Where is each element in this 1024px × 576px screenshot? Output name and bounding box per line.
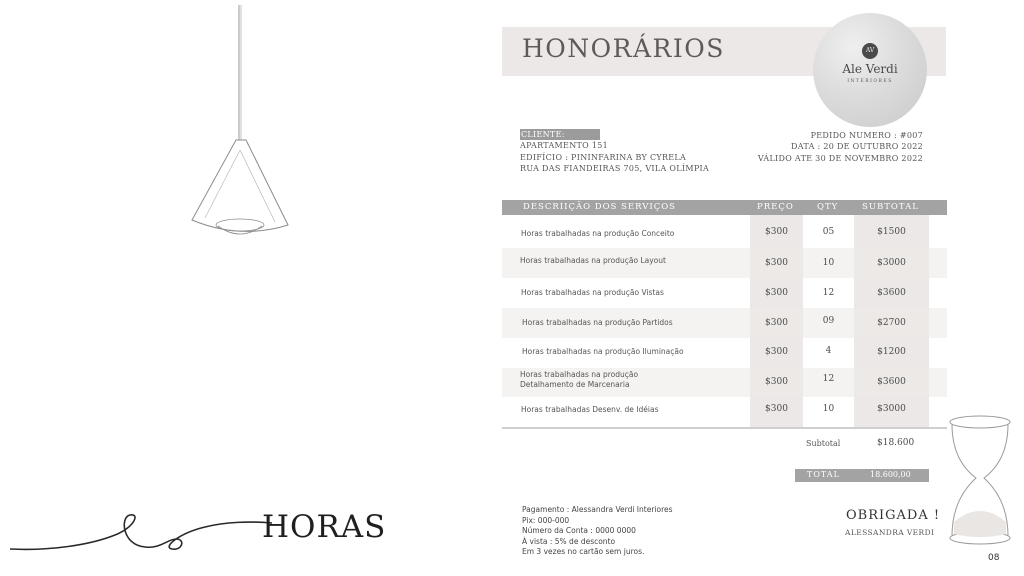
row-price: $300: [765, 288, 788, 298]
row-subtotal: $3600: [877, 288, 906, 298]
row-qty: 05: [822, 227, 835, 237]
header-description: DESCRIIÇÃO DOS SERVIÇOS: [523, 202, 676, 212]
payment-info: [522, 505, 673, 558]
row-description: Horas trabalhadas na produção Partidos: [522, 318, 673, 327]
table-row: [502, 218, 947, 248]
table-header: [502, 200, 947, 215]
row-description: Horas trabalhadas Desenv. de Idéias: [521, 405, 659, 414]
pendant-lamp-illustration: [180, 0, 300, 245]
row-price: $300: [765, 377, 788, 387]
header-qty: QTY: [817, 202, 839, 212]
table-row: [502, 368, 947, 397]
document-title: HONORÁRIOS: [522, 34, 725, 63]
row-qty: 12: [822, 374, 835, 384]
row-subtotal: $2700: [877, 318, 906, 328]
row-price: $300: [765, 318, 788, 328]
row-price: $300: [765, 347, 788, 357]
client-label: CLIENTE:: [520, 129, 600, 140]
payment-line: Em 3 vezes no cartão sem juros.: [522, 547, 645, 557]
table-row: [502, 248, 947, 278]
row-qty: 10: [822, 404, 835, 414]
row-subtotal: $3600: [877, 377, 906, 387]
signer-name: ALESSANDRA VERDI: [845, 528, 935, 537]
total-value: 18.600,00: [870, 470, 911, 479]
order-number: PEDIDO NUMERO : #007: [810, 131, 923, 140]
row-subtotal: $3000: [877, 258, 906, 268]
row-qty: 09: [822, 316, 835, 326]
total-bar: [795, 469, 929, 482]
table-row: [502, 278, 947, 308]
row-description: Horas trabalhadas na produção Iluminação: [522, 347, 684, 356]
row-qty: 10: [822, 258, 835, 268]
hourglass-illustration: [940, 410, 1020, 550]
client-info: [520, 129, 709, 174]
client-building: EDIFÍCIO : PININFARINA BY CYRELA: [520, 152, 687, 162]
table-bottom-rule: [502, 427, 947, 429]
logo-monogram: AV: [862, 43, 878, 59]
payment-line: À vista : 5% de desconto: [522, 536, 616, 546]
row-description: Horas trabalhadas na produção Detalhamento de Marcenaria: [520, 370, 639, 389]
row-description: Horas trabalhadas na produção Vistas: [521, 288, 664, 297]
thank-you-text: OBRIGADA !: [846, 508, 941, 523]
row-price: $300: [765, 227, 788, 237]
row-qty: 12: [822, 288, 835, 298]
table-row: [502, 338, 947, 368]
header-price: PREÇO: [757, 202, 794, 212]
subtotal-value: $18.600: [877, 438, 915, 448]
table-row: [502, 308, 947, 338]
client-apartment: APARTAMENTO 151: [520, 141, 608, 151]
row-price: $300: [765, 404, 788, 414]
order-date: DATA : 20 DE OUTUBRO 2022: [791, 142, 923, 152]
row-price: $300: [765, 258, 788, 268]
row-description: Horas trabalhadas na produção Conceito: [521, 229, 675, 238]
client-address: RUA DAS FIANDEIRAS 705, VILA OLÍMPIA: [520, 163, 710, 173]
row-qty: 4: [825, 346, 832, 356]
row-subtotal: $3000: [877, 404, 906, 414]
payment-line: Número da Conta : 0000 0000: [522, 526, 636, 536]
table-row: [502, 397, 947, 426]
row-subtotal: $1200: [877, 347, 906, 357]
order-info: [758, 130, 923, 164]
row-description: Horas trabalhadas na produção Layout: [520, 256, 666, 265]
header-subtotal: SUBTOTAL: [862, 202, 919, 212]
payment-line: Pagamento : Alessandra Verdi Interiores: [522, 505, 673, 514]
side-title: HORAS: [262, 509, 387, 545]
logo-name: Ale Verdi: [842, 62, 898, 76]
logo-subtitle: INTERIORES: [847, 79, 893, 84]
brand-logo: [813, 13, 927, 127]
payment-line: Pix: 000-000: [522, 515, 570, 525]
subtotal-label: Subtotal: [806, 439, 841, 448]
page-number: 08: [988, 553, 1000, 563]
swirl-line-decoration: [10, 505, 275, 565]
row-subtotal: $1500: [877, 227, 906, 237]
order-valid-until: VÁLIDO ATE 30 DE NOVEMBRO 2022: [757, 153, 923, 163]
total-label: TOTAL: [807, 470, 840, 479]
